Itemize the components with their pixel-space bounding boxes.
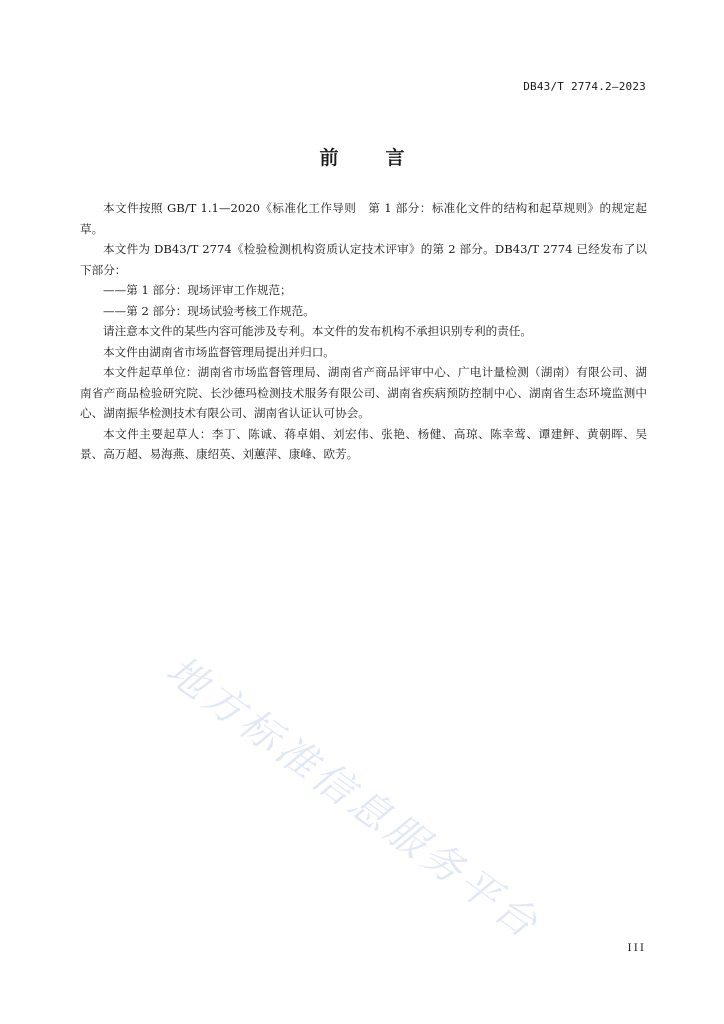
- page-title: 前 言: [319, 147, 419, 169]
- paragraph-drafting-rules: 本文件按照 GB/T 1.1—2020《标准化工作导则 第 1 部分：标准化文件的结构和起草规则》的规定起草。: [80, 201, 647, 236]
- paragraph-series-intro: 本文件为 DB43/T 2774《检验检测机构资质认定技术评审》的第 2 部分。DB43/T 2774 已经发布了以下部分：: [80, 242, 647, 277]
- watermark: 地方标准信息服务平台: [157, 647, 549, 949]
- paragraph-part-1: ——第 1 部分：现场评审工作规范；: [103, 283, 292, 297]
- paragraph-drafting-units: 本文件起草单位：湖南省市场监督管理局、湖南省产商品评审中心、广电计量检测（湖南）有限公司、湖南省产商品检验研究院、长沙德玛检测技术服务有限公司、湖南省疾病预防控制中心、湖南省生态环境监测中心、湖南振华检测技术有限公司、湖南省认证认可协会。: [80, 365, 647, 420]
- paragraph-proposer: 本文件由湖南省市场监督管理局提出并归口。: [103, 344, 335, 359]
- page-number: III: [627, 942, 646, 954]
- paragraph-drafters: 本文件主要起草人：李丁、陈诚、蒋卓娟、刘宏伟、张艳、杨健、高琼、陈幸莺、谭建鲆、黄朝晖、吴景、高万超、易海燕、康绍英、刘蕙萍、康峰、欧芳。: [80, 426, 647, 461]
- standard-number: DB43/T 2774.2—2023: [523, 80, 646, 93]
- foreword-body: [80, 198, 647, 465]
- paragraph-patent-notice: 请注意本文件的某些内容可能涉及专利。本文件的发布机构不承担识别专利的责任。: [103, 324, 532, 338]
- paragraph-part-2: ——第 2 部分：现场试验考核工作规范。: [103, 303, 315, 318]
